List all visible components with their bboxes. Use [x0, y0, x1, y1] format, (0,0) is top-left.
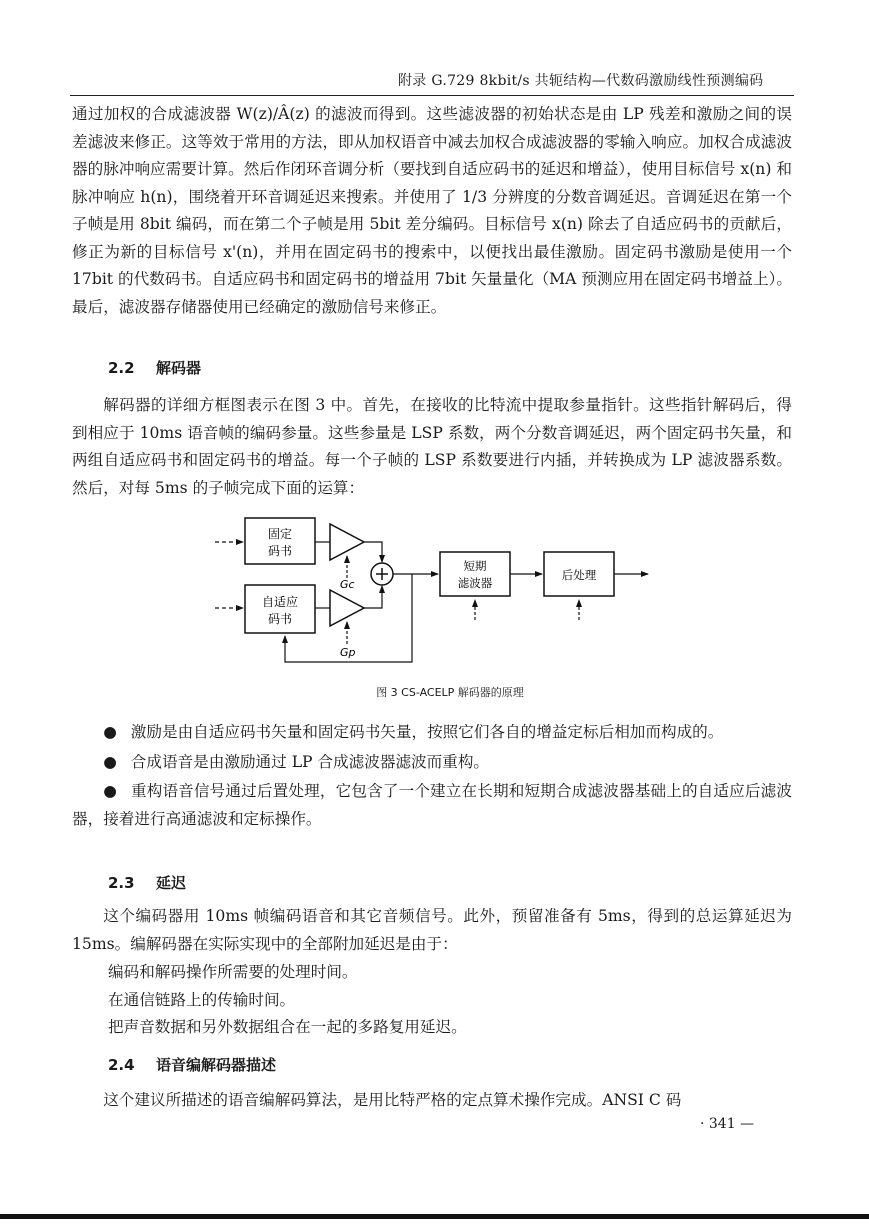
- delay-item: 把声音数据和另外数据组合在一起的多路复用延迟。: [108, 1018, 467, 1036]
- codec-description-text: 这个建议所描述的语音编解码算法，是用比特严格的定点算术操作完成。ANSI C 码: [103, 1091, 682, 1109]
- section-number: 2.3: [108, 874, 135, 892]
- gain-c-label: Gc: [340, 578, 355, 591]
- fixed-codebook-label-line1: 固定: [267, 527, 293, 541]
- bullet-dot-icon: ●: [103, 752, 117, 771]
- short-term-filter-label-line1: 短期: [463, 559, 487, 573]
- delay-item: 在通信链路上的传输时间。: [108, 990, 296, 1009]
- bottom-scan-edge: [0, 1214, 869, 1219]
- section-title: 语音编解码器描述: [156, 1056, 277, 1074]
- bullet-text: 重构语音信号通过后置处理，它包含了一个建立在长期和短期合成滤波器基础上的自适应后滤波器，接着进行高通滤波和定标操作。: [72, 782, 792, 828]
- decoder-paragraph-text: 解码器的详细方框图表示在图 3 中。首先，在接收的比特流中提取参量指针。这些指针解码后，得到相应于 10ms 语音帧的编码参量。这些参量是 LSP 系数，两个分数音调延迟，两个固定码书矢量，和两组自适应码书和固定码书的增益。每一个子帧的 LSP 系数要进行内插，并转换成为 LP 滤波器系数。然后，对每 5ms 的子帧完成下面的运算：: [72, 396, 792, 497]
- header-rule: [70, 95, 794, 96]
- section-title: 解码器: [156, 359, 202, 377]
- section-title: 延迟: [156, 874, 187, 892]
- bullet-dot-icon: ●: [103, 723, 117, 741]
- delay-paragraph-text: 这个编码器用 10ms 帧编码语音和其它音频信号。此外，预留准备有 5ms，得到的总运算延迟为 15ms。编解码器在实际实现中的全部附加延迟是由于：: [72, 907, 792, 953]
- gain-c-to-adder-line: [364, 542, 382, 562]
- figure-caption: 图 3 CS-ACELP 解码器的原理: [376, 686, 524, 699]
- bullet-dot-icon: ●: [103, 782, 117, 800]
- intro-paragraph: [72, 101, 792, 321]
- running-header: 附录 G.729 8kbit/s 共轭结构—代数码激励线性预测编码: [398, 73, 764, 89]
- post-processing-label: 后处理: [561, 568, 597, 582]
- codec-description-paragraph: [72, 1087, 792, 1115]
- adaptive-codebook-label-line1: 自适应: [261, 595, 299, 609]
- gain-p-to-adder-line: [364, 586, 382, 608]
- bullet-list: [72, 719, 792, 835]
- intro-paragraph-text: 通过加权的合成滤波器 W(z)/Â(z) 的滤波而得到。这些滤波器的初始状态是由 LP 残差和激励之间的误差滤波来修正。这等效于常用的方法，即从加权语音中减去加权合成滤波器的零输入响应。加权合成滤波器的脉冲响应需要计算。然后作闭环音调分析（要找到自适应码书的延迟和增益），使用目标信号 x(n) 和脉冲响应 h(n)，围绕着开环音调延迟来搜索。并使用了 1/3 分辨度的分数音调延迟。音调延迟在第一个子帧是用 8bit 编码，而在第二个子帧是用 5bit 差分编码。目标信号 x(n) 除去了自适应码书的贡献后，修正为新的目标信号 x'(n)，并用在固定码书的搜索中，以便找出最佳激励。固定码书激励是使用一个 17bit 的代数码书。自适应码书和固定码书的增益用 7bit 矢量量化（MA 预测应用在固定码书增益上）。最后，滤波器存储器使用已经确定的激励信号来修正。: [72, 105, 792, 316]
- decoder-paragraph: [72, 392, 792, 502]
- section-heading-2-4: [108, 1054, 276, 1075]
- fixed-codebook-label-line2: 码书: [267, 544, 293, 558]
- bullet-item: [72, 778, 792, 833]
- section-number: 2.2: [108, 359, 135, 377]
- decoder-block-diagram: [200, 510, 670, 670]
- bullet-item: [72, 719, 792, 747]
- gain-p-label: Gp: [340, 646, 356, 659]
- adaptive-codebook-label-line2: 码书: [267, 612, 293, 626]
- gain-p-amplifier: [330, 590, 364, 626]
- bullet-item: [72, 749, 792, 777]
- short-term-filter-label-line2: 滤波器: [457, 576, 493, 590]
- section-heading-2-3: [108, 872, 186, 893]
- delay-item: 编码和解码操作所需要的处理时间。: [108, 963, 358, 981]
- gain-c-amplifier: [330, 524, 364, 560]
- delay-paragraph: [72, 903, 792, 958]
- page-number: · 341 —: [700, 1116, 755, 1132]
- bullet-text: 激励是由自适应码书矢量和固定码书矢量，按照它们各自的增益定标后相加而构成的。: [130, 723, 724, 741]
- delay-items: [108, 959, 798, 1042]
- section-number: 2.4: [108, 1056, 135, 1074]
- section-heading-2-2: [108, 357, 201, 378]
- bullet-text: 合成语音是由激励通过 LP 合成滤波器滤波而重构。: [130, 752, 490, 771]
